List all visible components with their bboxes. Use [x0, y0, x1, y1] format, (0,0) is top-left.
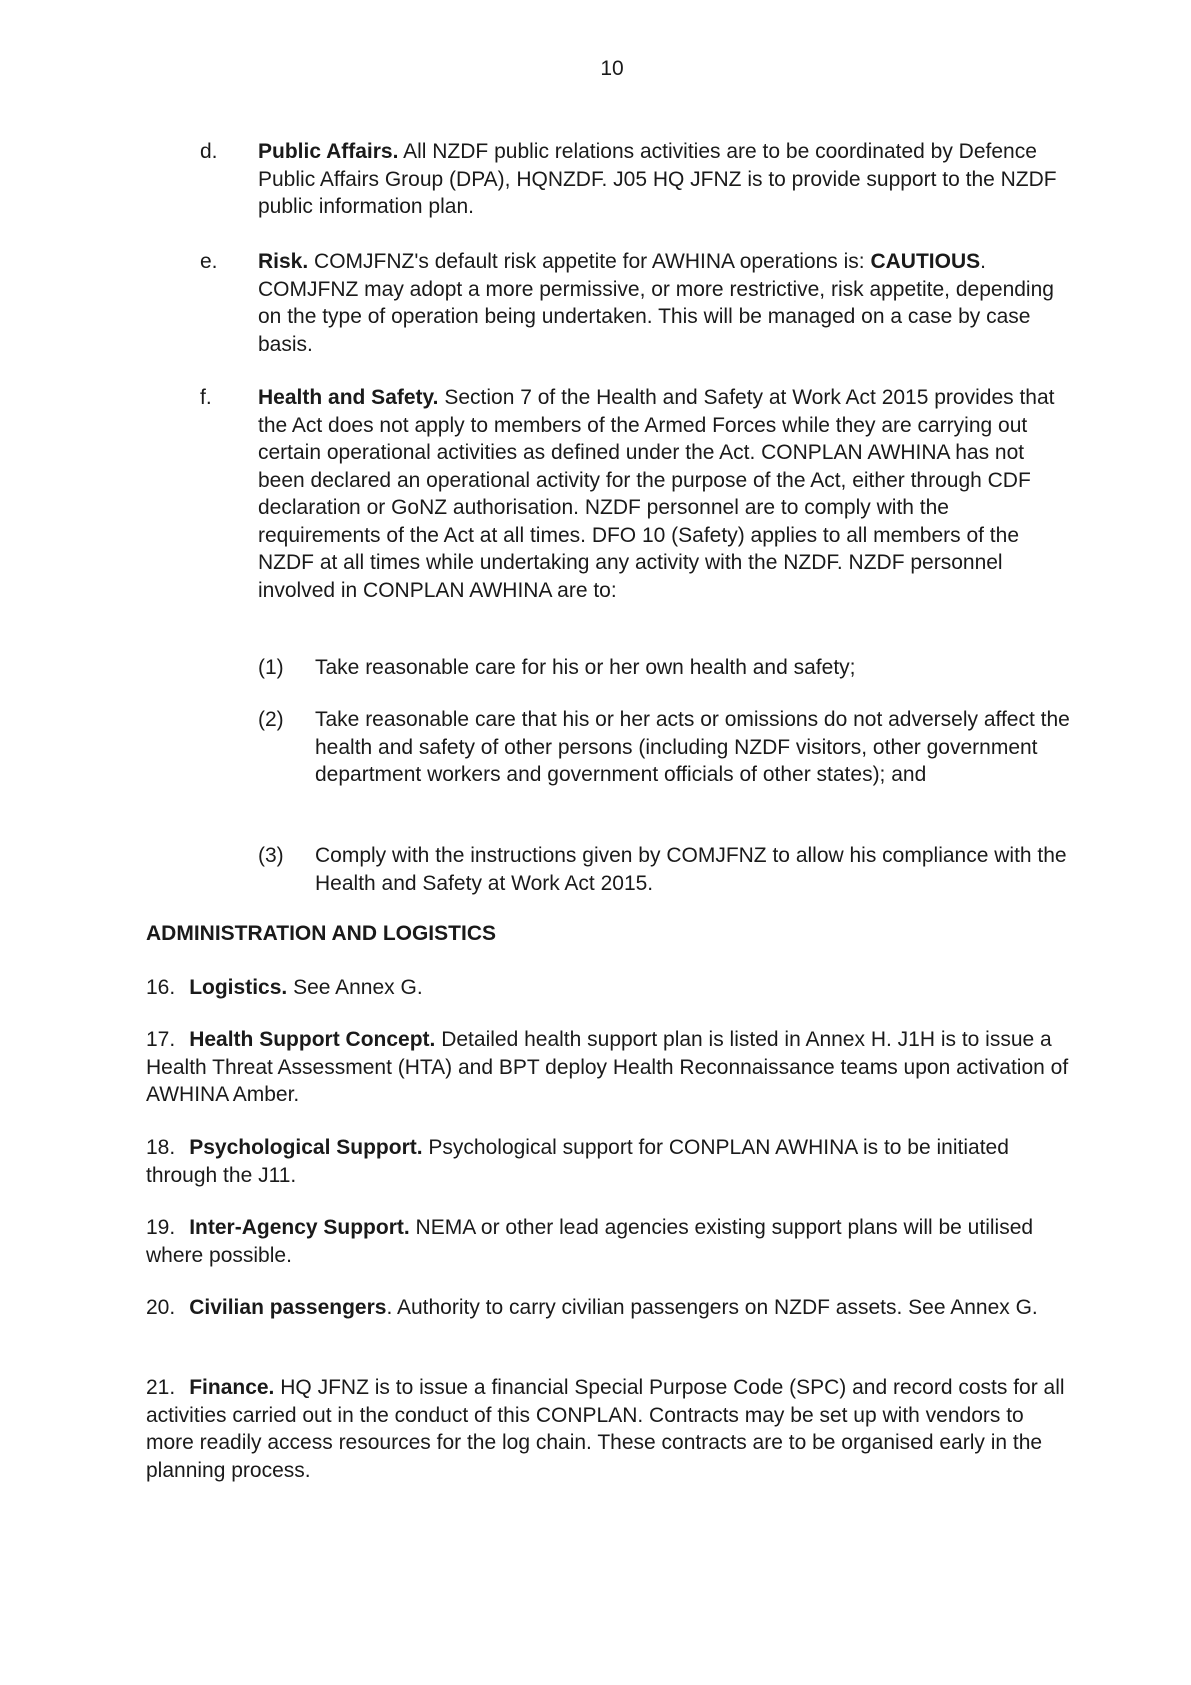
item-text: COMJFNZ's default risk appetite for AWHINA operations is: — [308, 250, 871, 273]
paragraph-17 — [146, 1026, 1076, 1109]
paragraph-number: 16. — [146, 976, 176, 999]
item-text: Section 7 of the Health and Safety at Work Act 2015 provides that the Act does not apply to members of the Armed Forces while they are carrying out certain operational activities as defined under the Act. CONPLAN AWHINA has not been declared an operational activity for the purpose of the Act, either through CDF declaration or GoNZ authorisation. NZDF personnel are to comply with the requirements of the Act at all times. DFO 10 (Safety) applies to all members of the NZDF at all times while undertaking any activity with the NZDF. NZDF personnel involved in CONPLAN AWHINA are to: — [258, 386, 1055, 602]
paragraph-title: Health Support Concept. — [189, 1028, 436, 1051]
item-letter: d. — [200, 140, 218, 163]
page-number: 10 — [600, 57, 624, 80]
item-public-affairs — [200, 138, 1070, 221]
item-text: . COMJFNZ may adopt a more permissive, or more restrictive, risk appetite, depending on the type of operation being undertaken. This will be managed on a case by case basis. — [258, 250, 1054, 356]
item-title: Health and Safety. — [258, 386, 439, 409]
paragraph-number: 21. — [146, 1376, 176, 1399]
paragraph-number: 18. — [146, 1136, 176, 1159]
subitem-text: Comply with the instructions given by COMJFNZ to allow his compliance with the Health and Safety at Work Act 2015. — [315, 844, 1067, 895]
item-text: All NZDF public relations activities are to be coordinated by Defence Public Affairs Group (DPA), HQNZDF. J05 HQ JFNZ is to provide support to the NZDF public information plan. — [258, 140, 1057, 218]
item-title: Risk. — [258, 250, 309, 273]
paragraph-text: . Authority to carry civilian passengers on NZDF assets. See Annex G. — [386, 1296, 1038, 1319]
paragraph-text: Psychological support for CONPLAN AWHINA is to be initiated through the J11. — [146, 1136, 1009, 1187]
paragraph-19 — [146, 1214, 1076, 1269]
paragraph-18 — [146, 1134, 1076, 1189]
subitem-2 — [258, 706, 1078, 789]
item-letter: f. — [200, 386, 212, 409]
item-title: Public Affairs. — [258, 140, 399, 163]
paragraph-title: Logistics. — [189, 976, 288, 999]
paragraph-number: 17. — [146, 1028, 176, 1051]
paragraph-text: Detailed health support plan is listed in Annex H. J1H is to issue a Health Threat Assessment (HTA) and BPT deploy Health Reconnaissance teams upon activation of AWHINA Amber. — [146, 1028, 1069, 1106]
paragraph-title: Finance. — [189, 1376, 275, 1399]
item-body — [258, 248, 1070, 358]
subitem-number: (3) — [258, 844, 284, 867]
paragraph-number: 20. — [146, 1296, 176, 1319]
item-risk — [200, 248, 1070, 358]
subitem-3 — [258, 842, 1078, 897]
subitem-number: (1) — [258, 656, 284, 679]
subitem-1 — [258, 654, 1078, 682]
section-heading: ADMINISTRATION AND LOGISTICS — [146, 922, 496, 945]
paragraph-text: NEMA or other lead agencies existing support plans will be utilised where possible. — [146, 1216, 1034, 1267]
item-body — [258, 384, 1070, 604]
risk-level: CAUTIOUS — [870, 250, 981, 273]
paragraph-title: Psychological Support. — [189, 1136, 423, 1159]
paragraph-text: See Annex G. — [287, 976, 423, 999]
paragraph-20 — [146, 1294, 1076, 1322]
paragraph-title: Civilian passengers — [189, 1296, 387, 1319]
subitem-text: Take reasonable care for his or her own health and safety; — [315, 656, 856, 679]
paragraph-number: 19. — [146, 1216, 176, 1239]
item-body — [258, 138, 1070, 221]
subitem-text: Take reasonable care that his or her acts or omissions do not adversely affect the health and safety of other persons (including NZDF visitors, other government department workers and government officials of other states); and — [315, 708, 1070, 786]
paragraph-title: Inter-Agency Support. — [189, 1216, 410, 1239]
item-health-and-safety — [200, 384, 1070, 604]
item-letter: e. — [200, 250, 218, 273]
paragraph-16 — [146, 974, 1076, 1002]
subitem-number: (2) — [258, 708, 284, 731]
paragraph-21 — [146, 1374, 1076, 1484]
paragraph-text: HQ JFNZ is to issue a financial Special Purpose Code (SPC) and record costs for all activities carried out in the conduct of this CONPLAN. Contracts may be set up with vendors to more readily access resources for the log chain. These contracts are to be organised early in the planning process. — [146, 1376, 1065, 1482]
